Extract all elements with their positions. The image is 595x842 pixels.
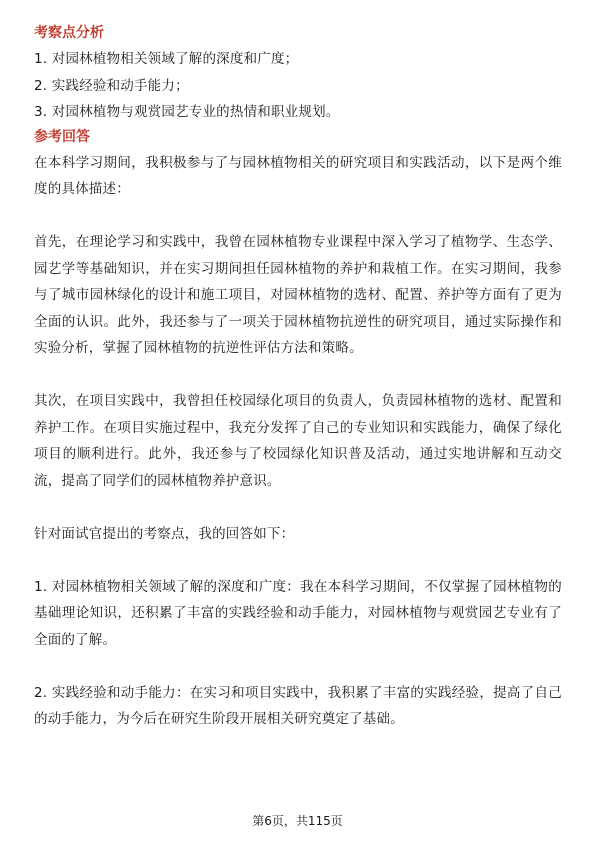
answer-point-2: 2. 实践经验和动手能力：在实习和项目实践中，我积累了丰富的实践经验，提高了自己的动手能力，为今后在研究生阶段开展相关研究奠定了基础。 [34, 684, 562, 727]
answer-intro: 在本科学习期间，我积极参与了与园林植物相关的研究项目和实践活动，以下是两个维度的具体描述： [34, 154, 562, 197]
analysis-item-2: 2. 实践经验和动手能力； [34, 77, 189, 94]
page-number-footer: 第6页，共115页 [252, 814, 343, 828]
answer-paragraph-2: 其次，在项目实践中，我曾担任校园绿化项目的负责人，负责园林植物的选材、配置和养护工作。在项目实施过程中，我充分发挥了自己的专业知识和实践能力，确保了绿化项目的顺利进行。此外，我还参与了校园绿化知识普及活动，通过实地讲解和互动交流，提高了同学们的园林植物养护意识。 [34, 393, 562, 489]
heading-answer: 参考回答 [34, 128, 90, 145]
analysis-item-3: 3. 对园林植物与观赏园艺专业的热情和职业规划。 [34, 104, 340, 120]
answer-point-1: 1. 对园林植物相关领域了解的深度和广度：我在本科学习期间，不仅掌握了园林植物的基础理论知识，还积累了丰富的实践经验和动手能力，对园林植物与观赏园艺专业有了全面的了解。 [34, 578, 562, 648]
heading-analysis: 考察点分析 [34, 25, 104, 41]
answer-paragraph-1: 首先，在理论学习和实践中，我曾在园林植物专业课程中深入学习了植物学、生态学、园艺学等基础知识，并在实习期间担任园林植物的养护和栽植工作。在实习期间，我参与了城市园林绿化的设计和施工项目，对园林植物的选材、配置、养护等方面有了更为全面的认识。此外，我还参与了一项关于园林植物抗逆性的研究项目，通过实际操作和实验分析，掌握了园林植物的抗逆性评估方法和策略。 [34, 234, 562, 356]
analysis-item-1: 1. 对园林植物相关领域了解的深度和广度； [34, 51, 299, 67]
answer-paragraph-3: 针对面试官提出的考察点，我的回答如下： [34, 525, 295, 542]
document-page [34, 0, 562, 733]
